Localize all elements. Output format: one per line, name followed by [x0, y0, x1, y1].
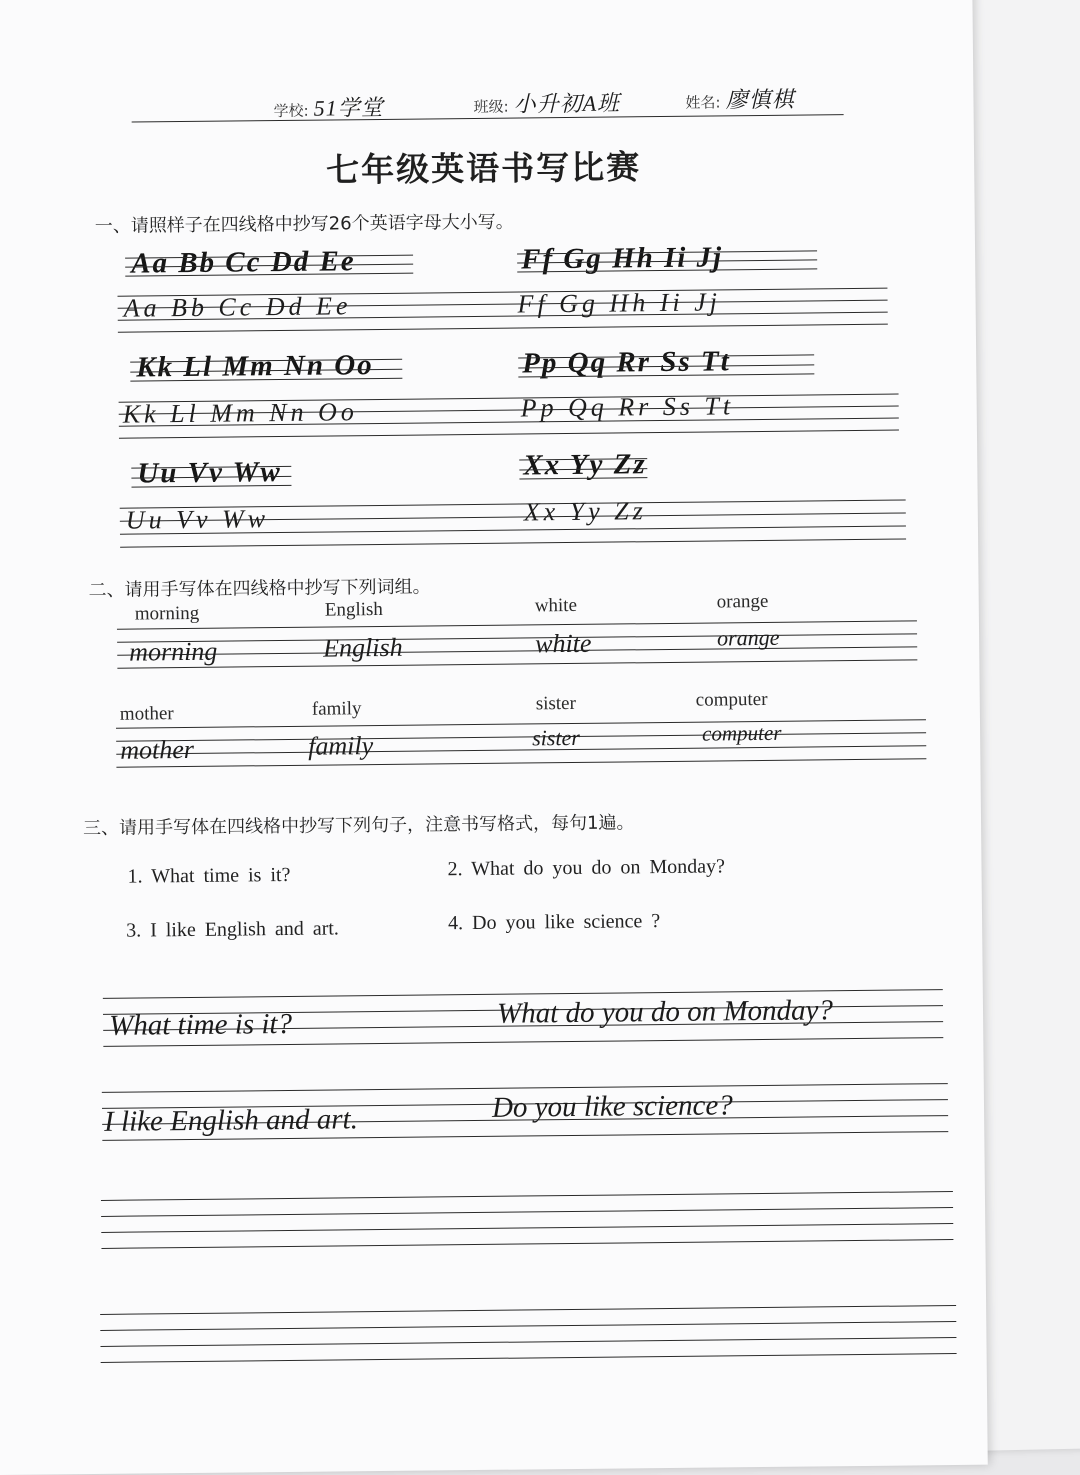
hand-english: English [323, 632, 403, 663]
class-value: 小升初A班 [513, 90, 621, 117]
word-orange: orange [716, 590, 769, 613]
writing-line [117, 659, 917, 668]
writing-line [116, 745, 926, 754]
letters-copy-x-z: Xx Yy Zz [523, 496, 647, 527]
letters-copy-k-o: Kk Ll Mm Nn Oo [122, 397, 358, 429]
letters-copy-a-e: Aa Bb Cc Dd Ee [123, 291, 352, 323]
word-sister: sister [535, 692, 576, 715]
class-label: 班级: [473, 97, 509, 116]
letters-copy-f-j: Ff Gg Hh Ii Jj [517, 287, 722, 319]
writing-line [117, 633, 917, 642]
writing-line [100, 1337, 956, 1347]
writing-line [116, 719, 926, 728]
writing-line [100, 1305, 956, 1315]
sentence-2: 2. What do you do on Monday? [447, 855, 726, 881]
letters-sample-x-z: Xx Yy Zz [523, 448, 647, 482]
writing-line [120, 538, 906, 547]
section2-heading: 二、请用手写体在四线格中抄写下列词组。 [88, 576, 431, 602]
hand-white: white [535, 628, 592, 659]
writing-line [101, 1207, 953, 1217]
letters-sample-p-t: Pp Qq Rr Ss Tt [522, 345, 731, 380]
hand-morning: morning [129, 636, 218, 667]
page-title: 七年级英语书写比赛 [325, 147, 642, 190]
sentence-3: 3. I like English and art. [126, 917, 339, 942]
letters-sample-f-j: Ff Gg Hh Ii Jj [520, 241, 724, 276]
school-label: 学校: [273, 101, 309, 121]
writing-line [116, 732, 926, 741]
word-english: English [324, 598, 383, 621]
hand-sentence-4: Do you like science? [491, 1089, 733, 1124]
letters-sample-k-o: Kk Ll Mm Nn Oo [136, 349, 374, 384]
writing-line [118, 324, 888, 333]
header-name [685, 83, 794, 115]
sentence-4: 4. Do you like science ? [447, 910, 661, 935]
hand-family: family [308, 731, 374, 761]
letters-copy-u-w: Uu Vv Ww [125, 504, 270, 535]
word-family: family [311, 698, 362, 720]
writing-line [119, 430, 899, 439]
word-mother: mother [119, 703, 174, 725]
name-label: 姓名: [685, 93, 721, 112]
header-class [473, 86, 620, 119]
hand-sentence-1: What time is it? [108, 1007, 293, 1042]
writing-line [116, 758, 926, 767]
hand-mother: mother [120, 734, 195, 765]
writing-line [100, 1321, 956, 1331]
hand-computer: computer [701, 720, 782, 746]
word-morning: morning [134, 602, 200, 625]
word-computer: computer [695, 688, 768, 711]
writing-line [101, 1191, 953, 1201]
school-value: 51学堂 [313, 94, 384, 121]
letters-sample-a-e: Aa Bb Cc Dd Ee [130, 245, 356, 280]
word-white: white [534, 594, 578, 617]
writing-line [101, 1353, 957, 1363]
sentence-1: 1. What time is it? [127, 863, 291, 888]
section3-heading: 三、请用手写体在四线格中抄写下列句子，注意书写格式，每句1遍。 [82, 812, 635, 840]
hand-sister: sister [532, 724, 580, 751]
hand-sentence-2: What do you do on Monday? [496, 994, 834, 1030]
hand-sentence-3: I like English and art. [103, 1103, 359, 1138]
writing-line [101, 1239, 953, 1249]
letters-copy-p-t: Pp Qq Rr Ss Tt [520, 391, 735, 423]
writing-line [117, 646, 917, 655]
name-value: 廖慎棋 [725, 86, 795, 113]
section1-heading: 一、请照样子在四线格中抄写26个英语字母大小写。 [94, 211, 514, 237]
hand-orange: orange [716, 624, 780, 651]
writing-line [117, 620, 917, 629]
writing-line [101, 1223, 953, 1233]
letters-sample-u-w: Uu Vv Ww [137, 456, 282, 490]
